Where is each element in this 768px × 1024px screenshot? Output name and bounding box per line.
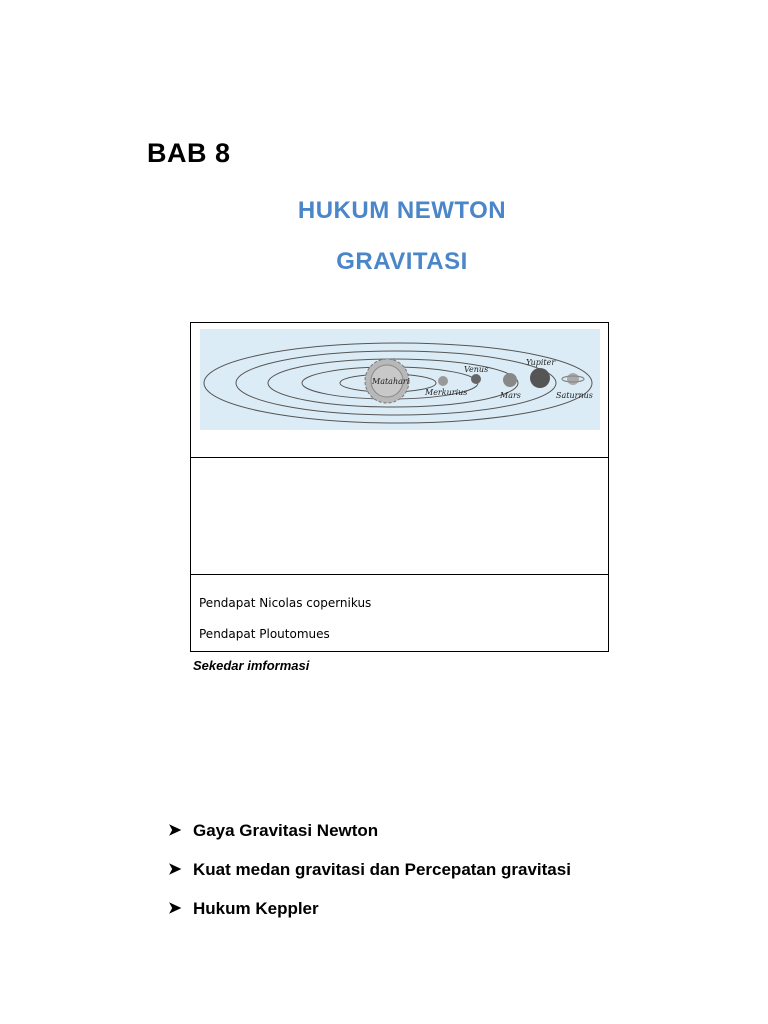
note-copernicus: Pendapat Nicolas copernikus (199, 596, 372, 610)
arrow-bullet-icon: ➤ (168, 861, 182, 878)
topic-label: Hukum Keppler (193, 899, 319, 918)
table-caption: Sekedar imformasi (193, 658, 310, 673)
title-line-1: HUKUM NEWTON (297, 197, 507, 224)
mercury-label: Merkurius (425, 388, 468, 397)
jupiter-label: Yupiter (526, 358, 556, 367)
sun-label: Matahari (372, 377, 410, 386)
content-table (190, 322, 609, 652)
saturn-icon (562, 373, 584, 385)
table-row-notes (191, 457, 608, 641)
table-row-diagram (191, 323, 608, 458)
mars-icon (503, 373, 517, 387)
topic-label: Gaya Gravitasi Newton (193, 821, 379, 840)
title-line-2: GRAVITASI (336, 248, 468, 275)
topic-list (168, 820, 571, 937)
solar-system-diagram (200, 329, 600, 430)
topic-label: Kuat medan gravitasi dan Percepatan gravitasi (193, 860, 571, 879)
venus-icon (471, 374, 481, 384)
arrow-bullet-icon: ➤ (168, 822, 182, 839)
note-ptolemy: Pendapat Ploutomues (199, 627, 330, 641)
saturn-label: Saturnus (556, 391, 593, 400)
jupiter-icon (530, 368, 550, 388)
list-item (168, 859, 571, 898)
list-item (168, 820, 571, 859)
venus-label: Venus (464, 365, 489, 374)
chapter-heading: BAB 8 (147, 138, 231, 168)
arrow-bullet-icon: ➤ (168, 900, 182, 917)
list-item (168, 898, 571, 937)
table-row-empty (191, 574, 608, 652)
mercury-icon (438, 376, 448, 386)
mars-label: Mars (500, 391, 521, 400)
